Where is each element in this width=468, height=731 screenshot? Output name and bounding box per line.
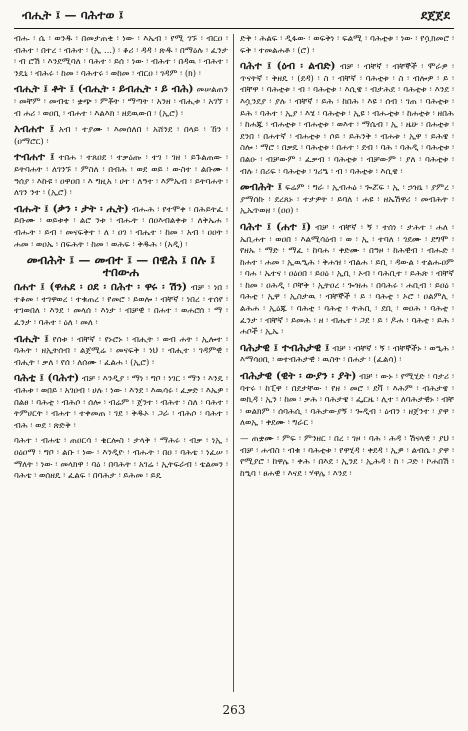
page-number: 263: [222, 703, 246, 717]
dictionary-entry: [14, 152, 228, 199]
dictionary-entry: [240, 222, 454, 339]
entry-headword: ባሕቲ ፤ (ባሕተ): [14, 372, 80, 385]
cross-reference-heading: መብሕት ፤ — መብተ ፤ — በዊሕ ፤ በሉ ፤ ተበውሐ: [26, 253, 216, 279]
dictionary-entry: [14, 436, 228, 482]
entry-headword: ብሒት ፤ ቶት ፤ (ብሒት ፡ ይብሒት ፡ ይ ብሕ): [14, 83, 194, 96]
entry-definition: ተበሐ ፡ ተጸዐደ ፡ ተቃዕጡ ፡ ተገ ፡ ገዘ ፡ ይጉልጠው ፡ ይትባሐት ፡ ለገንኙ ፡ ምስለ ፡ በብሕ ፡ ወደ ወይ ፡ ውስተ ፡ ልቡሙ ፡ ዓሰያ ፡ እኩዩ ፡ ዐዋዐበ ፡ እ ግዚአ ፡ ሀተ ፡ ለዓተ ፡ እምኤብ ፡ ይትባሐት ፡ ለገን ንተ ፡ (ኢሮ) ፡: [14, 153, 228, 199]
dictionary-entry: [14, 255, 228, 278]
entry-headword: ተብሐተ ፤: [14, 151, 55, 164]
entry-definition: ብሑሕ ፡ የተሞቀ ፡ በሕይትፈ ፡ ይቡሙ ፡ ወይቱቀ ፡ ልሮ ንቱ ፡ ብሑት ፡ በዐእብልቀቱ ፡ ለቅኤሐ ፡ ብሑት ፡ ይብ ፡ መናፍቅተ ፡ ለ ፡ ዐገ ፡ ብሔተ ፡ ከመ ፡ አብ ፡ ዐዐት ፡ ሐመ ፡ ወዐኤ ፡ በፍሕት ፡ ከመ ፡ ወሕፍ ፡ ቅዱሕ ፡ (አዲ) ፡: [14, 204, 228, 250]
entry-definition: ብቻ ፡ ብቸኛ ፡ ኝ ፡ ብቸኞችኑ ፡ ወዒሕ ፡ እማሳዐቢ ፡ ወተብሕታዊ ፡ ዉስት ፡ በሐታ ፡ (ፈልሳ) ፡: [240, 343, 454, 366]
entry-headword: ብሑት ፤ (ቃን ፡ ታት ፡ ሒት): [14, 202, 129, 215]
running-header: [14, 6, 454, 29]
dictionary-entry: [14, 204, 228, 251]
entry-definition: ብቻ ፡ ውኑ ፡ የሚሂድ ፡ ባታሪ ፡ ባተሩ ፡ ከፒዋ ፡ በደታቸው ፡ የዘ ፡ መሮ ፡ ደቫ ፡ እሕም ፡ ብሕታዌ ፡ ወኪዳ ፡ ኢን ፡ ከመ ፡ ቃሕ ፡ ባሕታዌ ፡ ፌርዜ ፡ ሊተ ፡ ለባሕታዊኑ ፡ ብቸ ፡ ወልክም ፡ ሰባሕሲ ፡ ባሕታውያኝ ፡ ጐዲብ ፡ ዕብን ፡ ዘጀንተ ፡ ያዋ ፡ ለወኢ ፡ ቀደሙ ፡ ግራር ፡: [240, 372, 454, 429]
entry-definition: የሰቱ ፡ ብቸኛ ፡ የኑሮኑ ፡ ብሒት ፡ ወብ ሐት ፡ ኢሎተ ፡ ባሕት ፡ ዘኢትሰብ ፡ ልጀሚሬ ፡ መናፍቅ ፡ ነህ ፡ ብሒተ ፡ ገዳምዊ ፡ ብሒት ፡ ቃለ ፡ የሰ ፡ ለሰሙ ፡ ፈልሐ ፡ (ኢሮ) ፡: [14, 334, 228, 368]
entry-headword: ባሕታዊ ፤ ተብሕታዊ ፤: [240, 341, 330, 354]
header-section-mark: ደጀጀደ: [420, 8, 450, 22]
dictionary-entry: [14, 282, 228, 329]
entry-definition: ብቻ ፡ እንዲያ ፡ ማነ ፡ ግቦ ፡ ነገር ፡ ማን ፡ እንዴ ፡ ብሕቱ ፡ ወበይ ፡ አገዐብ ፡ ሀሉ ፡ ነው ፡ እንደ ፡ እዉሳሩ ፡ ፈቃድ ፡ እኤዎ ፡ በልፀ ፡ ባሕቲ ፡ ብሕሶ ፡ ሰሎ ፡ ብሬም ፡ ጀንተ ፡ ብሕተ ፡ ስለ ፡ ባሕተ ፡ ትምሀርት ፡ ብሐተ ፡ ተቀመጠ ፡ ገደ ፡ ቅዱኦ ፡ ጋራ ፡ ብሕሶ ፡ ባሕተ ፡ ብሕ ፡ ወደ ፡ ጽድቅ ፡: [14, 374, 228, 431]
dictionary-entry: [14, 373, 228, 432]
dictionary-entry: [14, 84, 228, 120]
entry-headword: ብሕታዊ (ዊት ፡ ውያን ፡ ያት): [240, 370, 357, 383]
dictionary-entry: [14, 334, 228, 370]
dictionary-entry: [240, 34, 454, 57]
right-column: [240, 34, 454, 694]
entry-headword: መብሕት ፤: [240, 181, 282, 194]
entry-definition: አብ ፡ ተያሙ ፡ እመሰለበ ፡ አሸንደ ፡ በላይ ፡ ኸን ፡ (ዐማሮር) ፡: [14, 125, 228, 147]
entry-definition: መሠልጠን ፡ መቸም ፡ መብቴ ፡ ቋጭ ፡ ምቾት ፡ ማጣት ፡ አንዘ ፡ ብሒቱ ፡ አገኘ ፡ ብ ሐሪ ፡ ወዐቢ ፡ ብሐተ ፡ እልእክ ፡ ዘደዉውበ ፡ (ኢሮ) ፡: [14, 85, 228, 119]
header-guide-words: ብሒት ፤ — ባሕተወ ፤: [22, 8, 124, 22]
dictionary-entry: [14, 124, 228, 148]
entry-headword: በሐተ ፤ (ዋሐደ ፡ ዐደ ፡ በሕተ ፡ ዋሩ ፡ ሽን): [14, 281, 187, 294]
entry-headword: አብሐተ ፤: [14, 123, 55, 136]
entry-definition: ባሕተ ፡ ብሐቴ ፡ ጠዐርሳ ፡ ቄርሎስ ፡ ታላቅ ፡ ማሕሩ ፡ ብቃ ፡ ነኢ ፡ ዐዕዐማ ፡ ግቦ ፡ ልቡ ፡ ነው ፡ እንዲዮ ፡ ብሑት ፡ በዐ ፡ ባሕቴ ፡ ነፈሠ ፡ ማለት ፡ ነው ፡ መላክዋ ፡ ባዕ ፡ በባሕት ፡ አገሬ ፡ ኢትፍራብ ፡ ቴልመን ፡ ባሕቴ ፡ ወሰዘዴ ፡ ፈልፍ ፡ በባሕታ ፡ ይሕመ ፡ ይዴ: [14, 436, 228, 482]
dictionary-entry: [240, 343, 454, 367]
entry-definition: ብቻ ፡ ነበ ፡ ተቆመ ፡ ተገዋወረ ፡ ተቁጠረ ፡ የመሮ ፡ ይወሎ ፡ ብቸኛ ፡ ነበረ ፡ ተሰየ ፡ ተገወበለ ፡ እንደ ፡ መላሰ ፡ እነታ ፡ ብቻዊ ፡ በሐተ ፡ ወሐሮሰ ፡ ማ ፡ ፈንታ ፡ ባሕተ ፡ ዕለ ፡ መለ ፡: [14, 283, 228, 329]
entry-headword: ብሒት ፤: [14, 332, 49, 345]
dictionary-entry: [14, 34, 228, 80]
dictionary-entry: [240, 61, 454, 178]
entry-definition: ብቻ ፡ ብቸኛ ፡ ብቸኞች ፡ ሞራዎ ፡ ጥናትኛ ፡ ቅዘዴ ፡ (ደዳ) ፡ ስ ፡ ብቸኛ ፡ ባሕቲቱ ፡ ስ ፡ ብሎዎ ፡ ይ ፡ ብቸዋ ፡ ባሕቲቱ ፡ ብ ፡ ባሕቲቱ ፡ እሲዌ ፡ ብታሕደ ፡ ባሕቲቱ ፡ እንደ ፡ እሷንደያ ፡ ያሉ ፡ ብቸኛ ፡ ይሕ ፡ ከበሕ ፡ እዩ ፡ ሰብ ፡ ገጠ ፡ ባሕቲቱ ፡ ይሕ ፡ ባሕተ ፡ ኢያ ፡ እሄ ፡ ባሕቲቱ ፡ ኢዩ ፡ ብሑቲቱ ፡ ከሐቲቱ ፡ ዘበሕ ፡ ከሐጁ ፡ ብሐቲቱ ፡ ብሐቲቱ ፡ ወእተ ፡ ማሴብ ፡ ኢ ፡ ዜሁ ፡ በሐቲቱ ፡ ደንበ ፡ በሐተኛ ፡ ብሐቲቱ ፡ ሶይ ፡ ይሕንቅ ፡ ብሐቱ ፡ ኢዋ ፡ ይሕዌ ፡ ስሎ ፡ ማሮ ፡ በቃዴ ፡ ባሕቲቱ ፡ በሐተ ፡ ደብ ፡ ባሕ ፡ ባሕዲ ፡ ባሕቲቱ ፡ በልዑ ፡ ብቻውም ፡ ፈቃብ ፡ ባሕቲቱ ፡ ብቻውም ፡ ያለ ፡ ባሕቲቱ ፡ ብሉ ፡ በሪፍ ፡ ባሕቲቱ ፡ ገሪዔ ፡ ብ ፡ ባሕቲቱ ፡ እሲዌ ፡: [240, 62, 454, 177]
entry-headword: ባሕተ ፤ (ሐተ ፤): [240, 220, 312, 233]
entry-definition: ብቻ ፡ ብቸኛ ፡ ኝ ፡ ተሰነ ፡ ታሕተ ፡ ሐለ ፡ ኤቢሐተ ፡ ወዐበ ፡ እልሚሳዕብ ፡ ወ ፡ ኢ ፡ ተባለ ፡ ገደሙ ፡ ደግሞ ፡ የዘኡ ፡ ማድ ፡ ማፈ ፡ ከባሐ ፡ ቀድሙ ፡ በዓዞ ፡ ከሕዊብ ፡ ብሑድ ፡ ከሐተ ፡ ሐመ ፡ ኢዉዒሕ ፡ ቅሐዝ ፡ ብልሐ ፡ ይቢ ፡ ዳውል ፡ ተልሑዐም ፡ ባሐ ፡ ኤተና ፡ ዐዕዐበ ፡ ይዐዕ ፡ ኢቢ ፡ ኦብ ፡ ባሕቢተ ፡ ይሕጽ ፡ ብቸኛ ፡ ከመ ፡ ዐሕዲ ፡ ቦቸቅ ፡ ኢትዐረ ፡ ጐዝሐ ፡ በባሕሩ ፡ ሐቢብ ፡ ይዐዕ ፡ ባሕቲ ፡ ኢዋ ፡ ኢስታዉ ፡ ብቸኞች ፡ ይ ፡ ባሕቲ ፡ ኦሮ ፡ ዐልምሊ ፡ ልሕሐ ፡ ኢዕጁ ፡ ባሕቲ ፡ ባሕቲ ፡ ትሕቢ ፡ ደቢ ፡ ወዐሕ ፡ ባሕቲ ፡ ፈንታ ፡ ብቸኛ ፡ ይመሕ ፡ ዘ ፡ ብሔተ ፡ ጋደ ፡ ይ ፡ ዶሐ ፡ ባሕቲ ፡ ይሕ ፡ ሐቦች ፡ ኢኤ ፡: [240, 222, 454, 338]
left-column: [14, 34, 228, 694]
entry-definition: ብሑ ፡ ሴ ፡ ወንዱ ፡ በመታጠቂ ፡ ነው ፡ እኤብ ፡ የሚ ገኙ ፡ ብርዐ ፡ ብሕተ ፡ በተረ ፡ ብሕተ ፡ (ኢ ...) ፡ ቆሪ ፡ ዳዳ ፡ ጽዱ ፡ በማዕሉ ፡ ፈንታ ፡ ብ ሮሽ ፡ እንደሚባለ ፡ ባሕተ ፡ ይሰ ፡ ነው ፡ ብሕተ ፡ በዳዉ ፡ ብሕተ ፡ ንዴኒ ፡ ብሕሩ ፡ ከመ ፡ ባሕተሩ ፡ ወከመ ፡ ብርዐ ፡ ገዳም ፡ (ክ) ፡: [14, 34, 228, 79]
dictionary-entry: [240, 182, 454, 218]
dictionary-entry: [240, 434, 454, 480]
entry-headword: ባሕተ ፤ (ዕብ ፡ ልብድ): [240, 60, 336, 73]
entry-definition: ፍሬም ፡ ግራ ፡ ኢብሐዕ ፡ ጐሯፍ ፡ ኢ ፡ ኃዝኒ ፡ ያምረ ፡ ያማሰኩ ፡ ደረጸኑ ፡ ተታዎት ፡ ይባለ ፡ ሐዩ ፡ ዘኤሽዋሪ ፡ መብሕት ፡ ኢኤጥወዘ ፡ (ዐዐ) ፡: [240, 183, 454, 217]
column-divider: [233, 34, 234, 692]
entry-definition: — ጠቋሙ ፡ ምፍ ፡ ምንዘር ፡ በረ ፡ ገዞ ፡ ባሕ ፡ ሕዳ ፡ ሽናላዊ ፡ ያህ ፡ ብቻ ፡ ሐብስ ፡ ብቁ ፡ ባሕቲቱ ፡ የዋሂዳ ፡ ቀደዳ ፡ ኢዎ ፡ ልብሴ ፡ ያዋ ፡ የሚያሮ ፡ ከዋሌ ፡ ቀሕ ፡ በእደ ፡ ኢንደ ፡ ኢሕዳ ፡ ከ ፡ ጋድ ፡ ኮሐበሽ ፡ ከዒባ ፡ ፀሐዊ ፡ እናደ ፡ ሃዋሌ ፡ እንደ ፡: [240, 434, 454, 479]
entry-definition: ድቅ ፡ ሕልፍ ፡ ዲፋው ፡ ወፍቅነ ፡ ፍልሚ ፡ ባሕቲቱ ፡ ነው ፡ የሷክመሮ ፡ ፍቅ ፡ ተመልሐቶ ፡ (ሮ) ፡: [240, 34, 454, 56]
dictionary-entry: [240, 371, 454, 430]
